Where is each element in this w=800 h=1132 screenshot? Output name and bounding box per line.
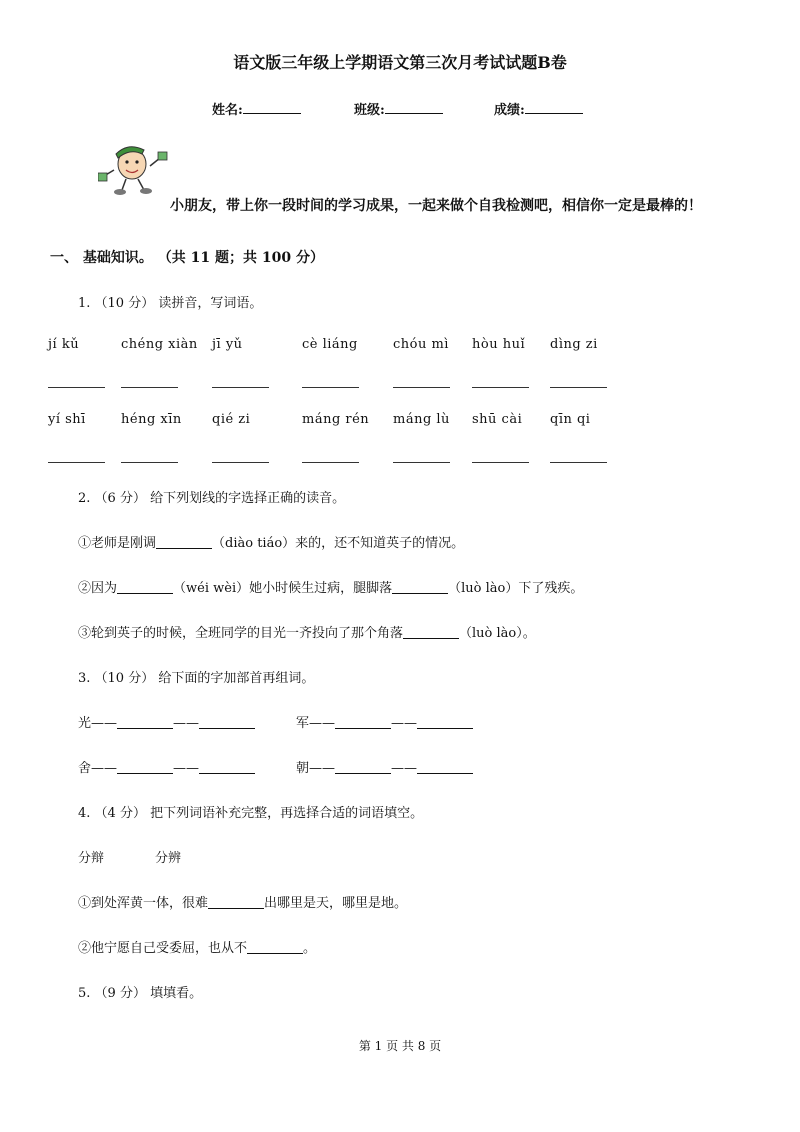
score-label: 成绩: — [494, 103, 525, 118]
radical-item — [296, 712, 473, 731]
char: 军 — [296, 716, 310, 731]
class-field[interactable] — [354, 99, 443, 118]
dash: —— — [391, 716, 418, 731]
word-choice-1: 分辩 — [78, 851, 105, 866]
answer-line[interactable] — [48, 462, 105, 463]
answer-line[interactable] — [212, 387, 269, 388]
answer-line[interactable] — [472, 387, 529, 388]
text: ②因为 — [78, 581, 118, 596]
answer-blank[interactable] — [335, 760, 391, 774]
dash: —— — [309, 716, 336, 731]
mascot-illustration — [98, 140, 170, 198]
pinyin: jī yǔ — [212, 337, 243, 352]
dash: —— — [91, 716, 118, 731]
question-4-item-1 — [78, 892, 407, 911]
char: 光 — [78, 716, 92, 731]
name-label: 姓名: — [212, 103, 243, 118]
word-choice-2: 分辨 — [155, 851, 182, 866]
question-5-stem: 5. （9 分） 填填看。 — [78, 986, 203, 1001]
answer-line[interactable] — [121, 462, 178, 463]
text: ①到处浑黄一体，很难 — [78, 896, 209, 911]
pinyin: máng rén — [302, 412, 370, 427]
dash: —— — [391, 761, 418, 776]
page-footer: 第 1 页 共 8 页 — [358, 1039, 442, 1053]
pinyin: chóu mì — [393, 337, 449, 352]
radical-item — [78, 757, 255, 776]
name-blank[interactable] — [243, 101, 301, 114]
answer-blank[interactable] — [403, 625, 459, 639]
text: （luò lào）。 — [459, 626, 536, 641]
pinyin: shū cài — [472, 412, 523, 427]
class-blank[interactable] — [385, 101, 443, 114]
answer-line[interactable] — [48, 387, 105, 388]
question-2-item-2 — [78, 577, 583, 596]
section-heading: 一、 基础知识。 （共 11 题；共 100 分） — [50, 250, 324, 266]
pinyin: chéng xiàn — [121, 337, 198, 352]
text: （wéi wèi）她小时候生过病，腿脚落 — [173, 581, 393, 596]
answer-blank[interactable] — [199, 715, 255, 729]
pinyin: dìng zi — [550, 337, 598, 352]
pinyin: yí shī — [48, 412, 86, 427]
dash: —— — [309, 761, 336, 776]
text: ①老师是刚调 — [78, 536, 157, 551]
dash: —— — [173, 761, 200, 776]
text: （luò lào）下了残疾。 — [448, 581, 584, 596]
answer-line[interactable] — [472, 462, 529, 463]
answer-blank[interactable] — [156, 535, 212, 549]
pinyin: hòu huǐ — [472, 337, 526, 352]
text: （diào tiáo）来的，还不知道英子的情况。 — [212, 536, 465, 551]
question-4-stem: 4. （4 分） 把下列词语补充完整，再选择合适的词语填空。 — [78, 806, 424, 821]
answer-line[interactable] — [302, 387, 359, 388]
answer-blank[interactable] — [417, 760, 473, 774]
name-field[interactable] — [212, 99, 301, 118]
radical-item — [296, 757, 473, 776]
answer-blank[interactable] — [117, 760, 173, 774]
answer-blank[interactable] — [117, 715, 173, 729]
answer-blank[interactable] — [335, 715, 391, 729]
pinyin: jí kǔ — [48, 337, 80, 352]
answer-line[interactable] — [121, 387, 178, 388]
pinyin: qié zi — [212, 412, 251, 427]
score-blank[interactable] — [525, 101, 583, 114]
pinyin: qīn qi — [550, 412, 591, 427]
score-field[interactable] — [494, 99, 583, 118]
answer-blank[interactable] — [247, 940, 303, 954]
question-3-stem: 3. （10 分） 给下面的字加部首再组词。 — [78, 671, 315, 686]
pinyin: cè liáng — [302, 337, 358, 352]
pinyin: héng xīn — [121, 412, 182, 427]
class-label: 班级: — [354, 103, 385, 118]
question-2-item-1 — [78, 532, 464, 551]
question-2-stem: 2. （6 分） 给下列划线的字选择正确的读音。 — [78, 491, 346, 506]
pinyin: máng lù — [393, 412, 450, 427]
question-1-stem: 1. （10 分） 读拼音，写词语。 — [78, 296, 263, 311]
dash: —— — [173, 716, 200, 731]
page-title: 语文版三年级上学期语文第三次月考试试题B卷 — [233, 53, 567, 72]
char: 舍 — [78, 761, 92, 776]
motto: 小朋友，带上你一段时间的学习成果，一起来做个自我检测吧，相信你一定是最棒的！ — [170, 198, 702, 214]
answer-line[interactable] — [393, 462, 450, 463]
answer-blank[interactable] — [392, 580, 448, 594]
question-2-item-3 — [78, 622, 536, 641]
answer-line[interactable] — [212, 462, 269, 463]
answer-line[interactable] — [302, 462, 359, 463]
answer-blank[interactable] — [199, 760, 255, 774]
answer-line[interactable] — [550, 387, 607, 388]
answer-blank[interactable] — [117, 580, 173, 594]
radical-item — [78, 712, 255, 731]
answer-blank[interactable] — [417, 715, 473, 729]
answer-line[interactable] — [393, 387, 450, 388]
char: 朝 — [296, 761, 310, 776]
text: ②他宁愿自己受委屈，也从不 — [78, 941, 248, 956]
question-4-item-2 — [78, 937, 316, 956]
text: ③轮到英子的时候，全班同学的目光一齐投向了那个角落 — [78, 626, 404, 641]
text: 。 — [303, 941, 317, 956]
answer-line[interactable] — [550, 462, 607, 463]
dash: —— — [91, 761, 118, 776]
answer-blank[interactable] — [208, 895, 264, 909]
text: 出哪里是天，哪里是地。 — [264, 896, 408, 911]
